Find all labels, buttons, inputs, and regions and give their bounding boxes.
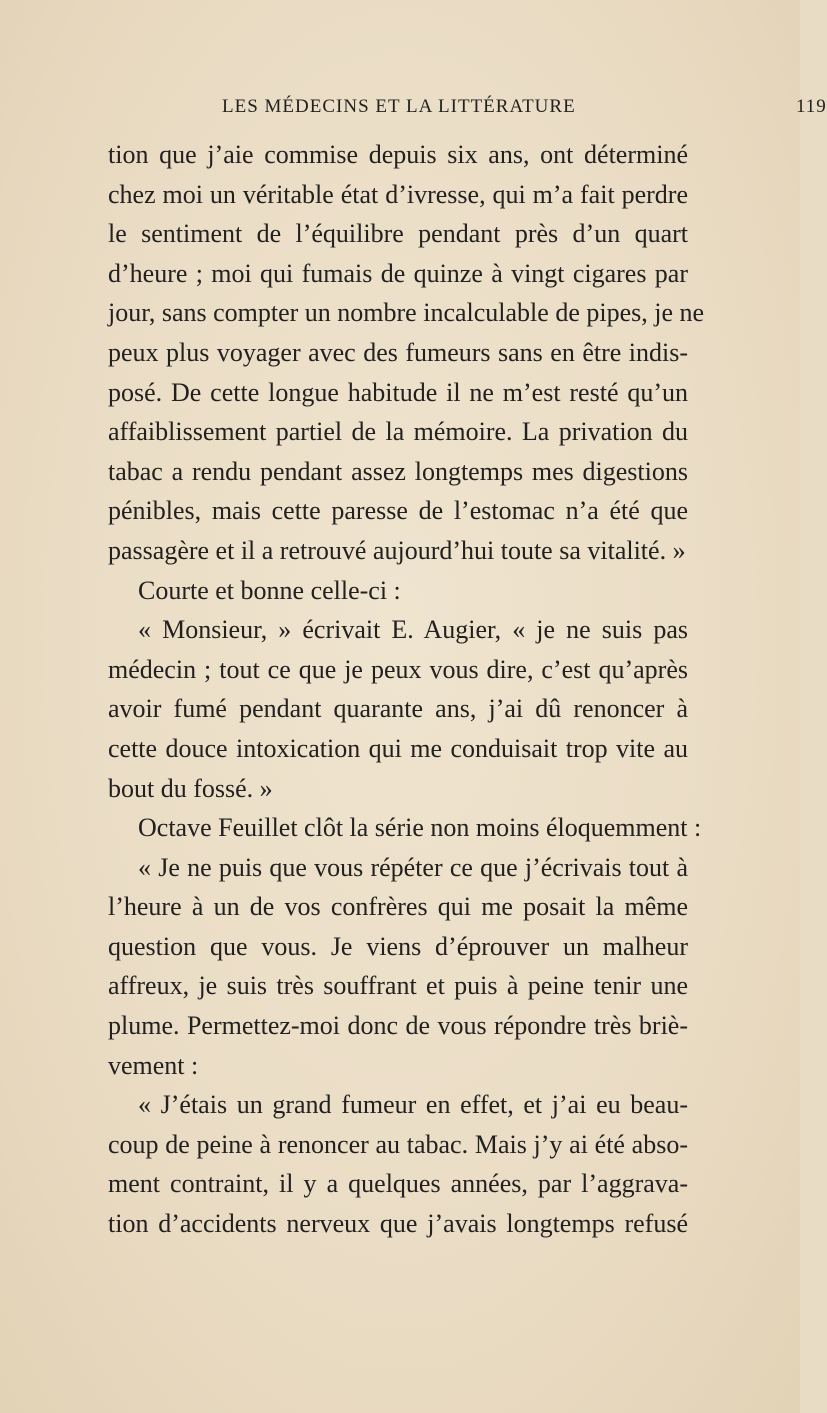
text-line: tion que j’aie commise depuis six ans, ont déterminé <box>108 140 688 169</box>
text-line: tabac a rendu pendant assez longtemps mes digestions <box>108 456 688 486</box>
text-line: posé. De cette longue habitude il ne m’est resté qu’un <box>108 377 688 407</box>
text-line: cette douce intoxication qui me conduisait trop vite au <box>108 733 688 763</box>
running-title: LES MÉDECINS ET LA LITTÉRATURE <box>222 96 576 117</box>
text-line: chez moi un véritable état d’ivresse, qui m’a fait perdre <box>108 179 688 209</box>
text-line: « Je ne puis que vous répéter ce que j’écrivais tout à <box>138 852 688 882</box>
text-line: bout du fossé. » <box>108 773 273 803</box>
text-line: Octave Feuillet clôt la série non moins éloquemment : <box>138 813 702 843</box>
text-line: avoir fumé pendant quarante ans, j’ai dû renoncer à <box>108 694 688 724</box>
text-line: jour, sans compter un nombre incalculable de pipes, je ne <box>108 298 705 328</box>
text-line: ment contraint, il y a quelques années, par l’aggrava- <box>108 1169 688 1199</box>
text-line: pénibles, mais cette paresse de l’estomac n’a été que <box>108 496 688 526</box>
text-line: question que vous. Je viens d’éprouver un malheur <box>108 931 688 961</box>
text-line: d’heure ; moi qui fumais de quinze à vingt cigares par <box>108 258 688 288</box>
text-line: affreux, je suis très souffrant et puis à peine tenir une <box>108 971 688 1001</box>
text-line: le sentiment de l’équilibre pendant près d’un quart <box>108 219 688 249</box>
text-line: médecin ; tout ce que je peux vous dire, c’est qu’après <box>108 654 688 684</box>
text-line: vement : <box>108 1050 199 1080</box>
text-line: passagère et il a retrouvé aujourd’hui toute sa vitalité. » <box>108 535 686 565</box>
body-text <box>108 135 705 1244</box>
text-line: peux plus voyager avec des fumeurs sans en être indis- <box>108 337 688 367</box>
text-line: plume. Permettez-moi donc de vous répondre très briè- <box>108 1011 688 1041</box>
page-header <box>222 96 827 128</box>
text-line: « J’étais un grand fumeur en effet, et j’ai eu beau- <box>138 1090 688 1120</box>
text-line: affaiblissement partiel de la mémoire. La privation du <box>108 417 688 447</box>
page-number: 119 <box>796 96 827 117</box>
text-line: coup de peine à renoncer au tabac. Mais j’y ai été abso- <box>108 1129 688 1159</box>
text-line: l’heure à un de vos confrères qui me posait la même <box>108 892 688 922</box>
text-line: tion d’accidents nerveux que j’avais longtemps refusé <box>108 1209 688 1239</box>
text-line: « Monsieur, » écrivait E. Augier, « je ne suis pas <box>138 615 688 645</box>
text-line: Courte et bonne celle-ci : <box>138 575 401 605</box>
